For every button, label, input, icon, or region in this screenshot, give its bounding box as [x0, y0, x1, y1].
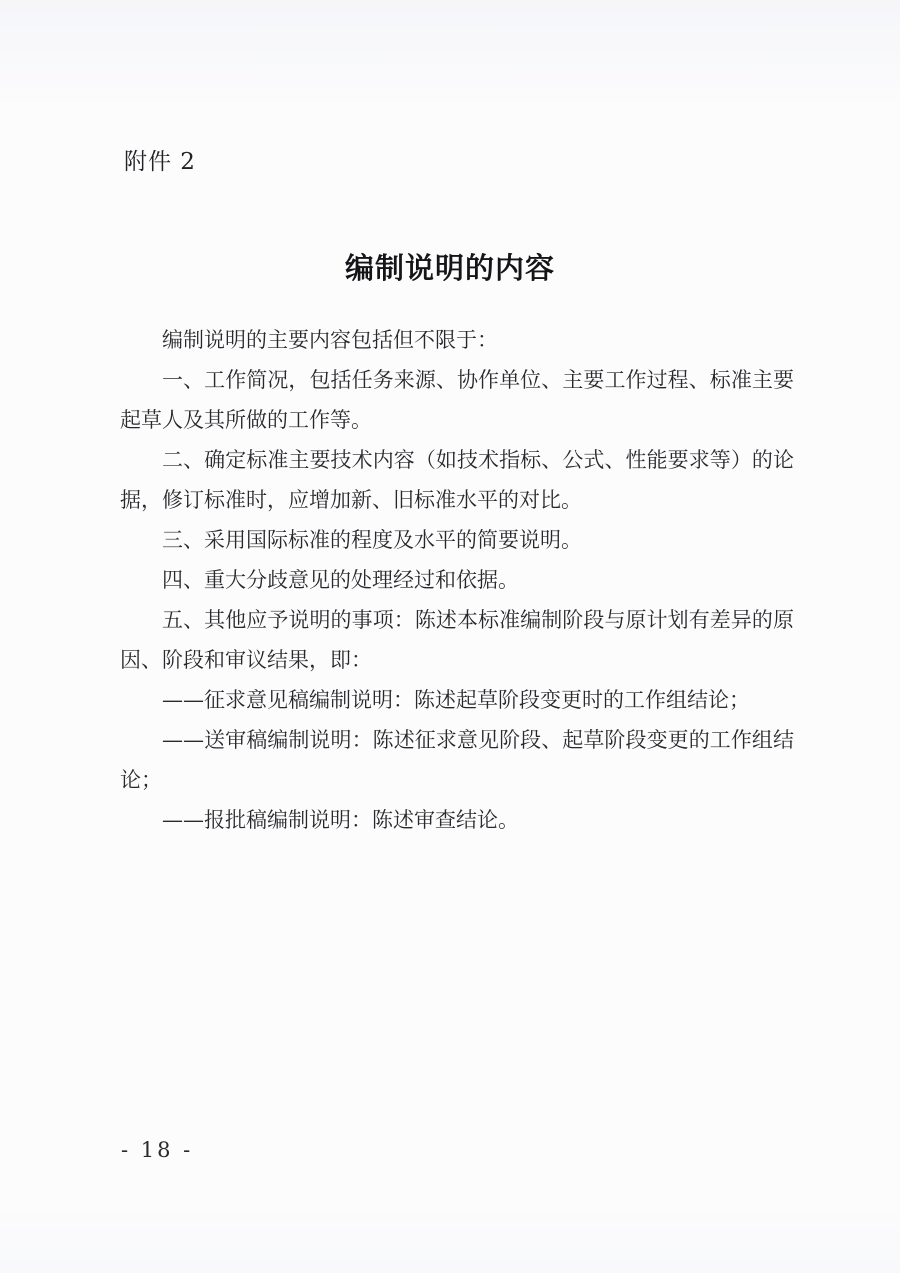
body-paragraph-item-2: 二、确定标准主要技术内容（如技术指标、公式、性能要求等）的论据，修订标准时，应增加新、旧标准水平的对比。	[120, 448, 794, 512]
document-body	[120, 320, 794, 840]
body-paragraph-item-3: 三、采用国际标准的程度及水平的简要说明。	[162, 528, 582, 552]
document-title: 编制说明的内容	[344, 251, 555, 286]
body-paragraph-item-1: 一、工作简况，包括任务来源、协作单位、主要工作过程、标准主要起草人及其所做的工作等。	[120, 368, 794, 432]
body-paragraph-dash-3: ——报批稿编制说明：陈述审查结论。	[162, 808, 519, 832]
page-number: - 18 -	[121, 1138, 194, 1162]
body-paragraph-item-5: 五、其他应予说明的事项：陈述本标准编制阶段与原计划有差异的原因、阶段和审议结果，即：	[120, 608, 794, 672]
attachment-label: 附件 2	[124, 149, 196, 175]
body-paragraph-dash-1: ——征求意见稿编制说明：陈述起草阶段变更时的工作组结论；	[162, 688, 750, 712]
body-paragraph-dash-2: ——送审稿编制说明：陈述征求意见阶段、起草阶段变更的工作组结论；	[120, 728, 794, 792]
body-paragraph-item-4: 四、重大分歧意见的处理经过和依据。	[162, 568, 519, 592]
body-paragraph-intro: 编制说明的主要内容包括但不限于：	[162, 328, 498, 352]
